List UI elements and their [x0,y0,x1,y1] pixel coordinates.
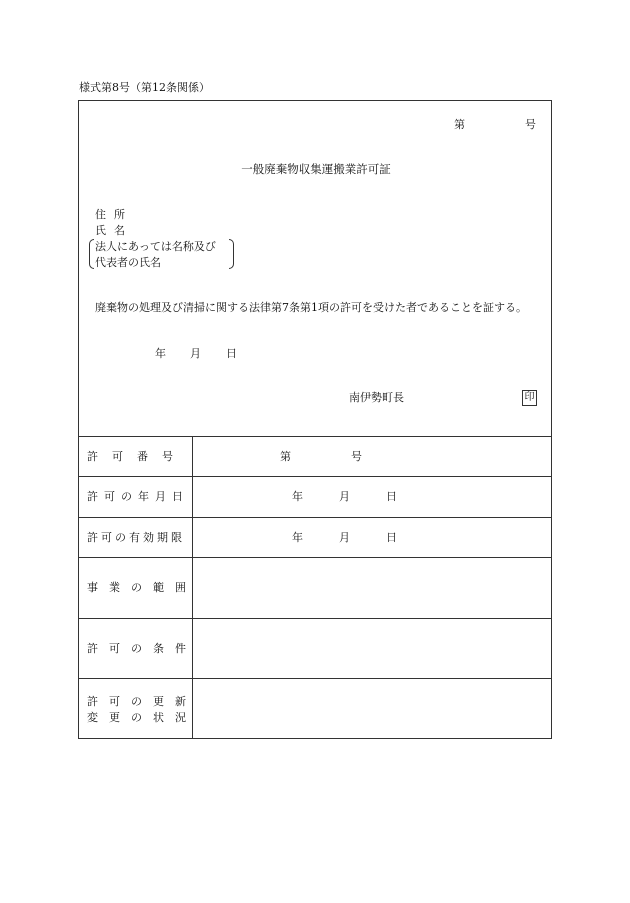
bracket-left [89,239,94,269]
table-row-rule [79,618,551,619]
certificate-number-suffix: 号 [525,118,536,131]
name-label: 氏名 [95,224,133,237]
expiry-date-year: 年 [292,531,303,544]
permit-date-year: 年 [292,490,303,503]
certification-statement: 廃棄物の処理及び清掃に関する法律第7条第1項の許可を受けた者であることを証する。 [95,301,527,314]
row-label-renewal: 許可の更新 [87,695,197,708]
issue-date-day: 日 [226,347,237,360]
table-row-rule [79,517,551,518]
issue-date-year: 年 [155,347,166,360]
address-label: 住所 [95,208,133,221]
row-label-change-status: 変更の状況 [87,711,197,724]
row-label-permit-conditions: 許可の条件 [87,642,197,655]
issuer-name: 南伊勢町長 [349,391,404,404]
certificate-title: 一般廃棄物収集運搬業許可証 [241,162,391,176]
row-label-expiry: 許可の有効期限 [87,531,185,544]
table-top-rule [79,436,551,437]
row-label-permit-date: 許可の年月日 [87,490,189,503]
permit-number-prefix: 第 [280,450,291,463]
bracket-right [229,239,234,269]
certificate-frame [78,100,552,739]
table-row-rule [79,557,551,558]
permit-date-month: 月 [339,490,350,503]
expiry-date-day: 日 [386,531,397,544]
form-number: 様式第8号（第12条関係） [79,81,210,94]
corporation-note-line2: 代表者の氏名 [95,256,161,269]
table-row-rule [79,476,551,477]
expiry-date-month: 月 [339,531,350,544]
table-row-rule [79,678,551,679]
row-label-business-scope: 事業の範囲 [87,581,197,594]
issue-date-month: 月 [190,347,201,360]
corporation-note-line1: 法人にあっては名称及び [95,240,216,253]
row-label-permit-number: 許可番号 [87,450,187,463]
certificate-number-prefix: 第 [454,118,465,131]
seal-mark: 印 [522,390,537,406]
permit-date-day: 日 [386,490,397,503]
permit-number-suffix: 号 [351,450,362,463]
